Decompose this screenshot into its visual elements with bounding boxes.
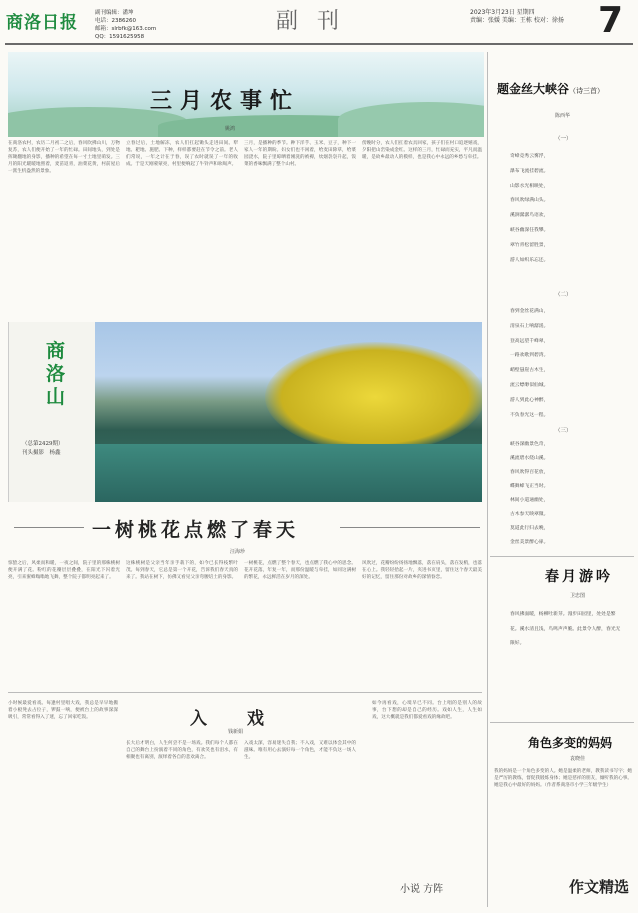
photo-credit: 刊头摄影 杨鑫 xyxy=(22,450,61,456)
masthead-rule xyxy=(5,43,633,45)
poem-line: 春到金丝花满山， xyxy=(510,309,549,314)
article3-col: 入戏太深，容易迷失自我；不入戏，又难以体会其中的滋味。唯有用心去演好每一个角色，才能不负这一场人生。 xyxy=(244,741,356,761)
article1-author: 姚鸿 xyxy=(225,126,236,132)
article2-col: 这株桃树是父亲当年亲手栽下的，如今已长得枝繁叶茂。每到春天，它总是第一个开花，告诉我们春天真的来了。我站在树下，仿佛又看见父亲弯腰培土的身影。 xyxy=(126,561,238,581)
article2-title: 一树桃花点燃了春天 xyxy=(92,519,300,541)
poem-line: 春风吹得百花放， xyxy=(510,470,549,475)
poem-line: 一路欢歌到碧湾。 xyxy=(510,353,549,359)
article3-col: 如今再看戏，心境早已不同。台上唱的是别人的故事，台下想的却是自己的经历。戏如人生，人生如戏，这大概就是我们都爱看戏的缘故吧。 xyxy=(372,701,482,721)
section-divider xyxy=(490,722,634,723)
poem-section-number: （二） xyxy=(555,292,572,298)
page-number: 7 xyxy=(598,0,624,41)
column-logo-fiction: 小说 方阵 xyxy=(400,884,444,895)
newspaper-logo: 商洛日报 xyxy=(6,13,78,33)
article3-title: 入戏 xyxy=(190,709,304,729)
article3-col: 小时候最爱看戏。每逢村里唱大戏，我总是早早地搬着小板凳去占位子，锣鼓一响，便被台上的故事深深吸引，常常看得入了迷，忘了回家吃饭。 xyxy=(8,701,118,721)
poem-line: 莫道此行归去晚， xyxy=(510,526,549,531)
hill-shape xyxy=(338,102,484,137)
poem-line: 流云缥缈似仙城。 xyxy=(510,382,549,388)
photo-place-title: 商洛山 xyxy=(46,340,66,408)
poem-section xyxy=(510,150,630,268)
masthead xyxy=(0,0,638,50)
editor-line: 电话：2386260 xyxy=(95,18,136,24)
article1-title: 三月农事忙 xyxy=(150,88,301,114)
staff-line: 责编：张媛 美编：王栋 校对：徐扬 xyxy=(470,17,564,24)
poem-line: 峡谷幽深任我攀。 xyxy=(510,227,549,233)
poem-line: 瀑布飞流挂碧流。 xyxy=(510,168,549,174)
column-divider xyxy=(487,52,488,907)
section-divider xyxy=(490,556,634,557)
spring-poem-title: 春月游吟 xyxy=(545,569,613,585)
poem-title-text: 题金丝大峡谷 xyxy=(497,82,570,96)
column-logo-essays: 作文精选 xyxy=(569,878,630,896)
poem-line: 溪流碧水绕山溪。 xyxy=(510,456,549,461)
poem-line: 蝶舞蜂飞正当时。 xyxy=(510,484,549,489)
poem-section-number: （三） xyxy=(555,428,572,434)
photo-caption xyxy=(22,440,64,458)
willow-tree xyxy=(265,342,482,452)
poem-line: 林间小道通幽处， xyxy=(510,498,549,503)
title-dash xyxy=(340,527,480,528)
issue-number: （总第2429期） xyxy=(22,441,64,447)
poem-line: 古木参天映翠微。 xyxy=(510,512,549,517)
essay-title: 角色多变的妈妈 xyxy=(528,736,613,750)
editor-line: 邮箱：slrbfk@163.com xyxy=(95,26,157,32)
poem-line: 登高远望千峰翠， xyxy=(510,338,549,344)
spring-poem-author: 卫忠图 xyxy=(570,593,586,599)
publish-date: 2023年3月23日 星期四 xyxy=(470,9,535,16)
poem-line: 奇峰竞秀云雾浮， xyxy=(510,154,549,159)
article1-col: 傍晚时分，农人们扛着农具回家，孩子们在村口追逐嬉戏，夕阳把山峦染成金红。这样的三月，忙碌而充实，平凡而温暖，是故乡最动人的模样，也是我心中永远的乡愁与牵挂。 xyxy=(362,141,482,161)
poem-subtitle: （诗三首） xyxy=(569,87,605,95)
poem-line: 游人如织乐忘还。 xyxy=(510,257,549,263)
poem-line: 金丝美景醉心扉。 xyxy=(510,540,549,545)
poem-line: 清泉石上响潺湲。 xyxy=(510,323,549,329)
poem-title xyxy=(497,80,604,97)
article2-author: 汪海珍 xyxy=(230,549,246,555)
poem-section xyxy=(510,438,630,550)
poem-line: 山影水光相映处， xyxy=(510,183,549,189)
section-divider xyxy=(8,692,482,693)
article1-col: 立春过后，土地解冻，农人们扛起锄头走进田间。犁地、耙地、施肥、下种，样样都要赶在节令之前。老人们常说，一年之计在于春，误了农时就误了一年的收成。于是天刚蒙蒙亮，村里便响起了牛铃声和吆喝声。 xyxy=(126,141,238,168)
date-info xyxy=(470,9,564,25)
article2-col: 风吹过，花瓣纷纷扬扬地飘落，落在肩头，落在发梢，也落在心上。我轻轻拾起一片，夹进书页里，留住这个春天最美好的记忆，留住那份对故乡的深情眷恋。 xyxy=(362,561,482,581)
article1-col: 在商洛农村，农历二月初二之后，春风吹拂山川，万物复苏，农人们便开始了一年的忙碌。田间地头，到处是挥锄翻地的身影，播种的希望在每一寸土地里萌发。三月的阳光暖暖地照着，麦苗返青，油菜花黄，村前屋后一派生机盎然的景象。 xyxy=(8,141,120,175)
article3-col: 长大后才明白，人生何尝不是一场戏。我们每个人都在自己的舞台上扮演着不同的角色，有欢笑也有泪水，有相聚也有离别，演绎着各自的悲欢离合。 xyxy=(126,741,238,761)
editor-line: 副刊编辑：潘坤 xyxy=(95,10,134,16)
poem-section-number: （一） xyxy=(555,136,572,142)
article2-col: 惊蛰之后，风柔而和暖，一夜之间，院子里的那株桃树便开满了花。粉红的花瓣层层叠叠，在阳光下闪着光亮，引来蜜蜂嗡嗡地飞舞，整个院子都明亮起来了。 xyxy=(8,561,120,581)
editor-line: QQ：1591625958 xyxy=(95,34,145,40)
essay-text: 我的妈妈是一个角色多变的人。她是温柔的老师，教我读书写字；她是严厉的教练，督促我锻炼身体；她是慈祥的朋友，倾听我的心事。她是我心中最好的妈妈。（作者系商洛市小学三年级学生） xyxy=(494,769,632,789)
poem-line: 春风吹绿满山头。 xyxy=(510,198,549,204)
poem-line: 游人到此心神醉， xyxy=(510,397,549,403)
section-title: 副 刊 xyxy=(276,9,345,34)
editor-info xyxy=(95,9,156,41)
spring-poem-text: 春风拂面暖，杨柳吐新芽。漫步田园里，处处是繁花。溪水清且浅，鸟鸣声声脆。此景令人醉，春光无限好。 xyxy=(510,612,621,646)
title-dash xyxy=(14,527,84,528)
lake-water xyxy=(95,444,482,502)
poem-line: 峡谷深幽景色奇， xyxy=(510,442,549,447)
poem-line: 峭壁悬崖古木生， xyxy=(510,368,549,374)
poem-line: 溪涧潺潺鸟语欢， xyxy=(510,213,549,219)
article2-col: 一树桃花，点燃了整个春天，也点燃了我心中的思念。花开花落，年复一年，而那份温暖与牵挂，如同这满树的繁花，永远鲜活在岁月的深处。 xyxy=(244,561,356,581)
article3-author: 钱新娟 xyxy=(228,729,244,735)
poem-line: 翠竹青松留胜景， xyxy=(510,242,549,248)
essay-author: 袁晓佳 xyxy=(570,756,586,762)
article1-col: 三月，是播种的季节。种下洋芋、玉米、豆子，种下一家人一年的期盼。妇女们也不闲着，给麦田除草，给菜园浇水，院子里晾晒着刚洗的被褥，炊烟袅袅升起，饭菜的香味飘满了整个山村。 xyxy=(244,141,356,168)
landscape-photo xyxy=(95,322,482,502)
poem-author: 陈西华 xyxy=(555,113,571,119)
poem-line: 不负春光这一程。 xyxy=(510,412,549,418)
poem-section xyxy=(510,305,630,423)
